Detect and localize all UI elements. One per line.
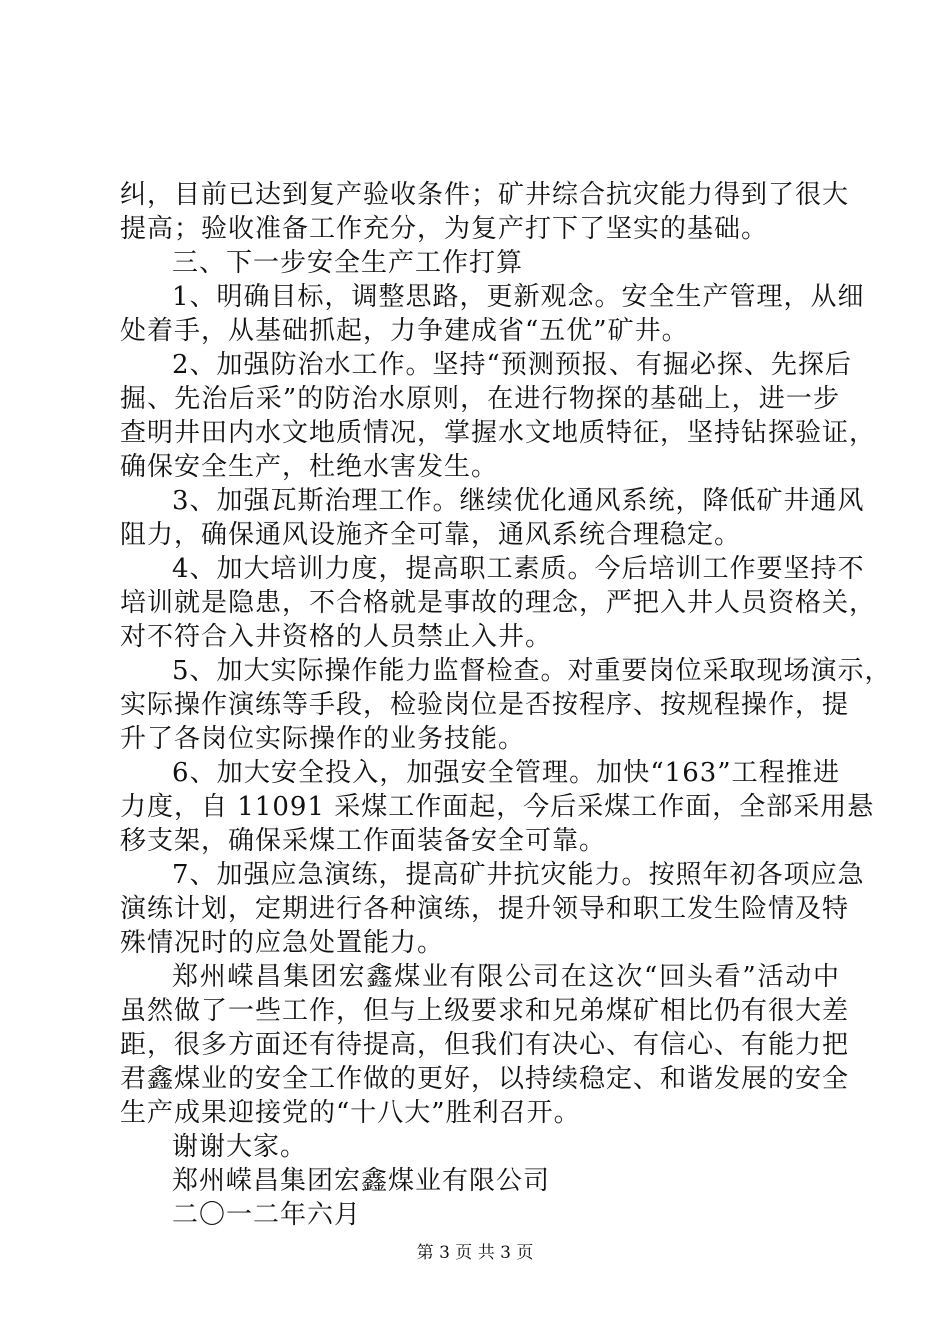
closing-thanks: 谢谢大家。 <box>172 1132 308 1162</box>
body-line: 5、加大实际操作能力监督检查。对重要岗位采取现场演示， <box>172 656 892 686</box>
body-line: 6、加大安全投入，加强安全管理。加快“163”工程推进 <box>172 758 840 788</box>
body-line: 距，很多方面还有待提高，但我们有决心、有信心、有能力把 <box>120 1030 850 1060</box>
page-number-footer: 第 3 页 共 3 页 <box>416 1243 534 1263</box>
body-line: 查明井田内水文地质情况，掌握水文地质特征，坚持钻探验证， <box>120 418 877 448</box>
body-line: 实际操作演练等手段，检验岗位是否按程序、按规程操作，提 <box>120 690 850 720</box>
body-line: 君鑫煤业的安全工作做的更好，以持续稳定、和谐发展的安全 <box>120 1064 850 1094</box>
body-line: 3、加强瓦斯治理工作。继续优化通风系统，降低矿井通风 <box>172 486 865 516</box>
body-line: 力度，自 11091 采煤工作面起，今后采煤工作面，全部采用悬 <box>120 792 875 822</box>
body-line: 培训就是隐患，不合格就是事故的理念，严把入井人员资格关， <box>120 588 877 618</box>
body-line: 确保安全生产，杜绝水害发生。 <box>120 452 499 482</box>
section-heading: 三、下一步安全生产工作打算 <box>172 248 524 278</box>
body-line: 4、加大培训力度，提高职工素质。今后培训工作要坚持不 <box>172 554 865 584</box>
body-line: 殊情况时的应急处置能力。 <box>120 928 445 958</box>
body-line: 提高；验收准备工作充分，为复产打下了坚实的基础。 <box>120 214 769 244</box>
body-line: 7、加强应急演练，提高矿井抗灾能力。按照年初各项应急 <box>172 860 865 890</box>
signature-company: 郑州嵘昌集团宏鑫煤业有限公司 <box>172 1166 551 1196</box>
body-line: 阻力，确保通风设施齐全可靠，通风系统合理稳定。 <box>120 520 742 550</box>
body-line: 演练计划，定期进行各种演练，提升领导和职工发生险情及特 <box>120 894 850 924</box>
body-line: 纠，目前已达到复产验收条件；矿井综合抗灾能力得到了很大 <box>120 180 850 210</box>
body-line: 移支架，确保采煤工作面装备安全可靠。 <box>120 826 607 856</box>
body-line: 虽然做了一些工作，但与上级要求和兄弟煤矿相比仍有很大差 <box>120 996 850 1026</box>
signature-date: 二〇一二年六月 <box>172 1200 362 1230</box>
body-line: 生产成果迎接党的“十八大”胜利召开。 <box>120 1098 581 1128</box>
body-line: 处着手，从基础抓起，力争建成省“五优”矿井。 <box>120 316 689 346</box>
body-line: 掘、先治后采”的防治水原则，在进行物探的基础上，进一步 <box>120 384 840 414</box>
body-line: 升了各岗位实际操作的业务技能。 <box>120 724 526 754</box>
body-line: 1、明确目标，调整思路，更新观念。安全生产管理，从细 <box>172 282 865 312</box>
body-line: 2、加强防治水工作。坚持“预测预报、有掘必探、先探后 <box>172 350 852 380</box>
body-line: 郑州嵘昌集团宏鑫煤业有限公司在这次“回头看”活动中 <box>172 962 840 992</box>
body-line: 对不符合入井资格的人员禁止入井。 <box>120 622 553 652</box>
